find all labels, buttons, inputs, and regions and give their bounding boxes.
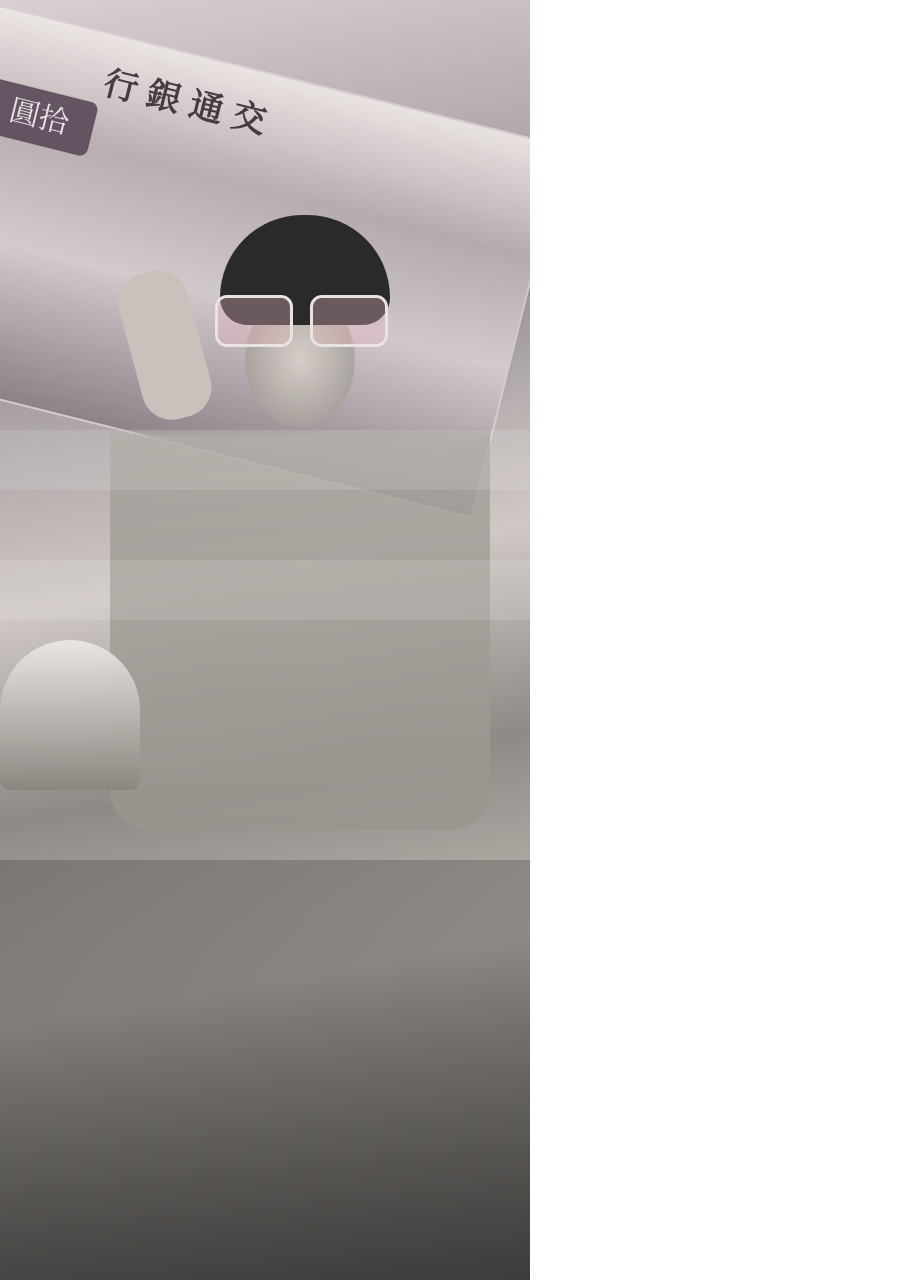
- banknote-title: 行銀通交: [99, 63, 281, 145]
- military-cap-image: [0, 640, 140, 790]
- motion-blur-band: [0, 560, 530, 620]
- article-text: [540, 58, 870, 1218]
- weapons-overlay-image: [0, 860, 530, 1280]
- portrait-glasses: [215, 295, 385, 345]
- banknote-value: 圓拾: [0, 77, 99, 157]
- motion-blur-band: [0, 430, 530, 490]
